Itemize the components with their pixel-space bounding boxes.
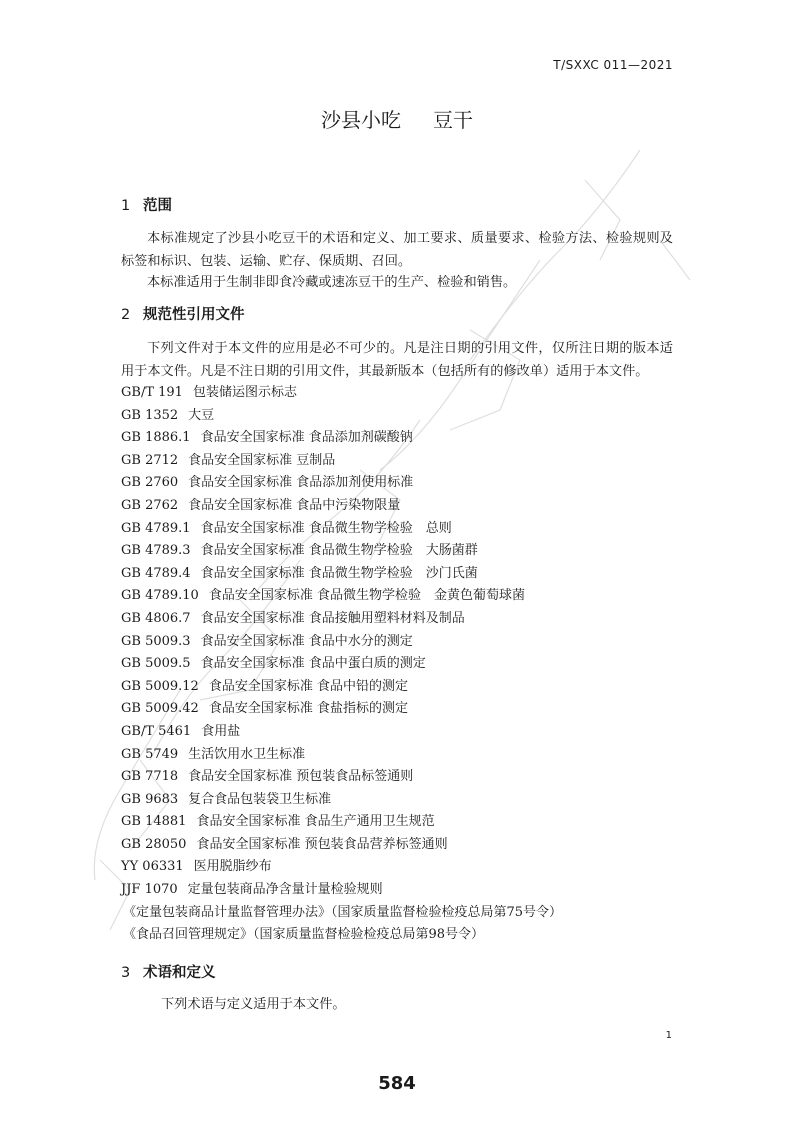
section-title: 术语和定义	[143, 965, 216, 981]
reference-title: 包装储运图示标志	[192, 385, 297, 400]
reference-title: 大豆	[188, 407, 215, 423]
reference-item	[121, 518, 681, 541]
title-part-2: 豆干	[433, 108, 473, 132]
reference-code: GB 7718	[121, 769, 179, 785]
reference-item	[121, 698, 681, 721]
reference-title: 生活饮用水卫生标准	[188, 746, 306, 762]
reference-code: GB 2762	[121, 497, 179, 513]
reference-item	[121, 744, 681, 767]
reference-item	[121, 382, 681, 405]
reference-item	[121, 789, 681, 812]
reference-item	[121, 811, 681, 834]
reference-title: 食品安全国家标准 食品微生物学检验 大肠菌群	[200, 543, 478, 559]
reference-item	[121, 585, 681, 608]
section-title: 规范性引用文件	[143, 307, 245, 323]
reference-title: 食品安全国家标准 食品生产通用卫生规范	[196, 814, 435, 830]
reference-title: 医用脱脂纱布	[193, 859, 272, 875]
reference-title: 食品安全国家标准 食品添加剂使用标准	[188, 475, 414, 491]
reference-title: 食品安全国家标准 预包装食品标签通则	[188, 769, 414, 785]
reference-item	[121, 405, 681, 428]
reference-title: 食品安全国家标准 食品微生物学检验 金黄色葡萄球菌	[208, 588, 525, 604]
reference-item	[121, 427, 681, 450]
reference-item	[121, 879, 681, 902]
reference-title: 食品安全国家标准 食品中水分的测定	[200, 633, 413, 649]
reference-title: 食品安全国家标准 食品中蛋白质的测定	[200, 656, 426, 672]
reference-item	[121, 631, 681, 654]
references-intro-paragraph: 下列文件对于本文件的应用是必不可少的。凡是注日期的引用文件，仅所注日期的版本适用于本文件。凡是不注日期的引用文件，其最新版本（包括所有的修改单）适用于本文件。	[121, 341, 673, 379]
reference-code: YY 06331	[121, 859, 184, 875]
reference-title: 食品安全国家标准 食品接触用塑料材料及制品	[200, 610, 465, 626]
reference-title: 食用盐	[201, 723, 241, 739]
reference-code: GB 4789.3	[121, 543, 191, 559]
section-heading-scope	[121, 194, 172, 215]
reference-title: 食品安全国家标准 食品中铅的测定	[208, 678, 408, 694]
title-part-1: 沙县小吃	[321, 108, 401, 132]
reference-item	[121, 856, 681, 879]
scope-paragraph-1: 本标准规定了沙县小吃豆干的术语和定义、加工要求、质量要求、检验方法、检验规则及标签和标识、包装、运输、贮存、保质期、召回。	[121, 231, 673, 269]
section-number: 2	[121, 307, 131, 323]
section-heading-normative-references	[121, 303, 245, 324]
reference-title: 食品安全国家标准 食品微生物学检验 总则	[200, 520, 452, 536]
reference-code: GB 4789.10	[121, 588, 199, 604]
reference-item	[121, 721, 681, 744]
reference-code: GB 4789.4	[121, 565, 191, 581]
reference-title: 定量包装商品净含量计量检验规则	[187, 882, 383, 898]
section-title: 范围	[143, 198, 172, 214]
reference-title: 复合食品包装袋卫生标准	[188, 791, 332, 807]
reference-code: GB 5009.12	[121, 678, 199, 694]
reference-title: 食品安全国家标准 豆制品	[188, 452, 336, 468]
reference-item	[121, 676, 681, 699]
reference-code: GB 28050	[121, 836, 187, 852]
reference-item	[121, 472, 681, 495]
reference-code: GB 2760	[121, 475, 179, 491]
reference-title: 食品安全国家标准 预包装食品营养标签通则	[196, 836, 448, 852]
section-number: 1	[121, 198, 131, 214]
reference-title: 食品安全国家标准 食品添加剂碳酸钠	[200, 430, 413, 446]
regulation-item: 《定量包装商品计量监督管理办法》（国家质量监督检验检疫总局第75号令）	[123, 904, 563, 920]
reference-title: 食品安全国家标准 食品微生物学检验 沙门氏菌	[200, 565, 478, 581]
reference-code: GB 5009.3	[121, 633, 191, 649]
reference-item	[121, 834, 681, 857]
book-page-number: 584	[378, 1073, 416, 1094]
reference-item	[121, 653, 681, 676]
reference-item	[121, 608, 681, 631]
reference-code: GB 5749	[121, 746, 179, 762]
section-number: 3	[121, 965, 131, 981]
reference-code: GB/T 191	[121, 385, 183, 400]
terms-intro-paragraph: 下列术语与定义适用于本文件。	[161, 997, 346, 1012]
standard-code: T/SXXC 011—2021	[553, 58, 673, 72]
reference-item	[121, 450, 681, 473]
reference-code: GB 9683	[121, 791, 179, 807]
reference-item	[121, 766, 681, 789]
reference-title: 食品安全国家标准 食品中污染物限量	[188, 497, 401, 513]
reference-code: GB 5009.42	[121, 701, 199, 717]
reference-list	[121, 382, 681, 947]
reference-item	[121, 563, 681, 586]
reference-code: GB/T 5461	[121, 723, 192, 739]
reference-code: JJF 1070	[121, 882, 178, 898]
section-heading-terms-definitions	[121, 961, 216, 982]
reference-code: GB 1886.1	[121, 430, 191, 446]
reference-item	[121, 495, 681, 518]
reference-code: GB 14881	[121, 814, 187, 830]
reference-code: GB 2712	[121, 452, 179, 468]
document-title	[0, 104, 794, 133]
reference-code: GB 1352	[121, 407, 179, 423]
page-number: 1	[665, 1030, 672, 1041]
reference-item	[121, 540, 681, 563]
reference-title: 食品安全国家标准 食盐指标的测定	[208, 701, 408, 717]
reference-code: GB 4806.7	[121, 610, 191, 626]
reference-code: GB 4789.1	[121, 520, 191, 536]
reference-code: GB 5009.5	[121, 656, 191, 672]
scope-paragraph-2: 本标准适用于生制非即食冷藏或速冻豆干的生产、检验和销售。	[147, 275, 517, 290]
regulation-item: 《食品召回管理规定》（国家质量监督检验检疫总局第98号令）	[123, 927, 485, 943]
